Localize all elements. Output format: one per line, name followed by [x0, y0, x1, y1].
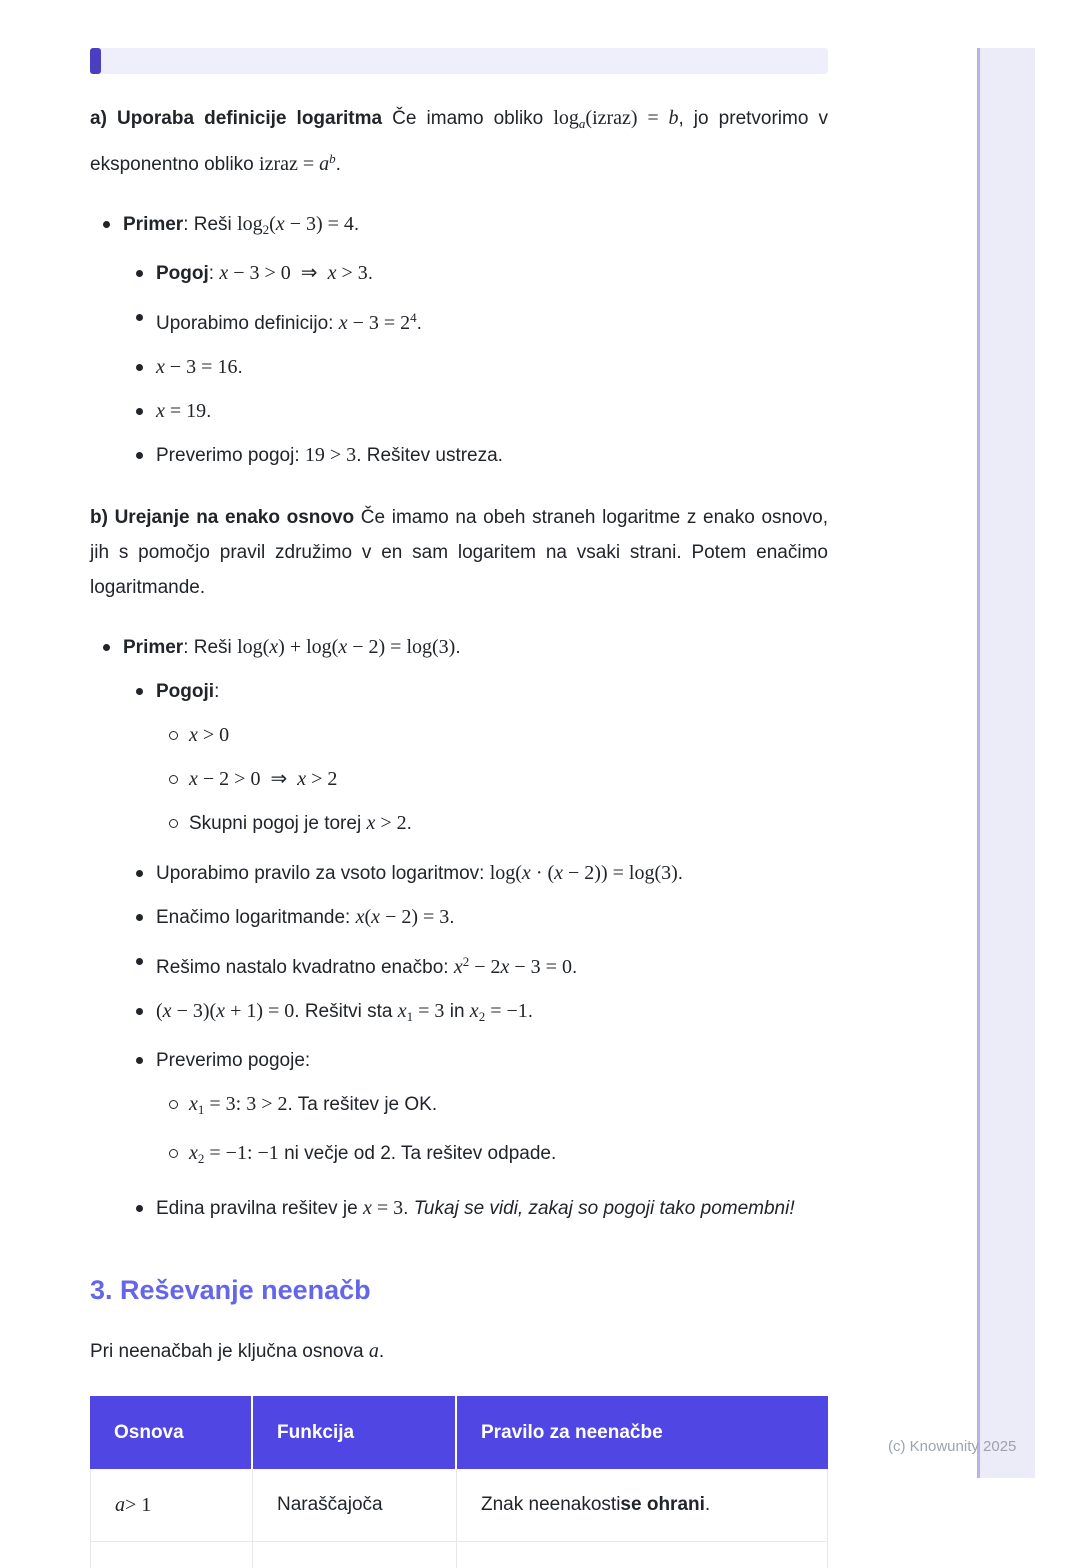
table-header-cell-funkcija: Funkcija [253, 1396, 457, 1469]
table-cell-funkcija: Naraščajoča [253, 1469, 457, 1542]
watermark: (c) Knowunity 2025 [888, 1438, 1017, 1455]
list-item: Skupni pogoj je torej x > 2. [156, 808, 828, 839]
list-item: x > 0 [156, 720, 828, 751]
list-level-2 [123, 676, 828, 1224]
table-row [90, 1469, 828, 1542]
section-divider-bar [90, 48, 828, 74]
list-item-primer-a: Primer: Reši $\log_2(x - 3) = 4$. Pogoj: x − 3 > 0 ⇒ x > 3. Uporabimo definicijo: $x - 3 = 2^4$. x − 3 = 16. x = 19. Preverimo pogoj: 19 > 3. Rešitev ustreza. [90, 209, 828, 471]
list-item: Uporabimo definicijo: $x - 3 = 2^4$. [123, 302, 828, 339]
list-item-primer-b: Primer: Reši log(x) + log(x − 2) = log(3). Pogoji: x > 0 x − 2 > 0 ⇒ x > 2 Skupni pogoj je torej x > 2. Uporabimo pravilo za vsoto logaritmov: log(x · (x − 2)) = log(3). Enačimo logaritmande: x(x − 2) = 3. Rešimo nastalo kvadratno enačbo: $x^2 - 2x - 3 = 0$. (x − 3)(x + 1) = 0. Rešitvi sta $x_1 = 3$ in $x_2 = -1$. Preverimo pogoje: $x_1 = 3$: 3 > 2. Ta rešitev je OK. $x_2 = -1$: −1 ni večje od 2. Ta rešitev odpade. Edina pravilna rešitev je x = 3. Tukaj se vidi, zakaj so pogoji tako pomembni! [90, 632, 828, 1224]
right-edge-stripe [977, 48, 1035, 1478]
table-header-cell-osnova: Osnova [90, 1396, 253, 1469]
list-item-pogoji: Pogoji: x > 0 x − 2 > 0 ⇒ x > 2 Skupni pogoj je torej x > 2. [123, 676, 828, 839]
list-item-conclusion: Edina pravilna rešitev je x = 3. Tukaj se vidi, zakaj so pogoji tako pomembni! [123, 1193, 828, 1224]
document-content [90, 48, 828, 1568]
example-list-a [90, 209, 828, 471]
table-cell [253, 1542, 457, 1568]
list-item: Uporabimo pravilo za vsoto logaritmov: log(x · (x − 2)) = log(3). [123, 858, 828, 889]
paragraph-definition-b: b) Urejanje na enako osnovo Če imamo na obeh straneh logaritme z enako osnovo, jih s pomočjo pravil združimo v en sam logaritem na vsaki strani. Potem enačimo logaritmande. [90, 507, 829, 598]
table-header-row [90, 1396, 828, 1469]
section-marker [90, 48, 101, 74]
list-item: x = 19. [123, 396, 828, 427]
list-level-2 [123, 258, 828, 471]
table-row-partial [90, 1542, 828, 1568]
table-cell-pravilo: Znak neenakosti se ohrani . [457, 1469, 828, 1542]
list-item: Enačimo logaritmande: x(x − 2) = 3. [123, 902, 828, 933]
table-cell [457, 1542, 828, 1568]
list-item: $x_2 = -1$: −1 ni večje od 2. Ta rešitev odpade. [156, 1138, 828, 1174]
list-item: x − 2 > 0 ⇒ x > 2 [156, 764, 828, 795]
list-item: Pogoj: x − 3 > 0 ⇒ x > 3. [123, 258, 828, 289]
section-heading: 3. Reševanje neenačb [90, 1275, 371, 1305]
rules-table [90, 1396, 828, 1568]
table-cell [90, 1542, 253, 1568]
list-item: $x_1 = 3$: 3 > 2. Ta rešitev je OK. [156, 1089, 828, 1125]
list-item: Preverimo pogoj: 19 > 3. Rešitev ustreza. [123, 440, 828, 471]
list-item: Rešimo nastalo kvadratno enačbo: $x^2 - 2x - 3 = 0$. [123, 946, 828, 983]
list-item-preverimo: Preverimo pogoje: $x_1 = 3$: 3 > 2. Ta rešitev je OK. $x_2 = -1$: −1 ni večje od 2. Ta rešitev odpade. [123, 1045, 828, 1174]
list-item: (x − 3)(x + 1) = 0. Rešitvi sta $x_1 = 3$ in $x_2 = -1$. [123, 996, 828, 1032]
table-cell-osnova: a > 1 [90, 1469, 253, 1542]
example-list-b [90, 632, 828, 1224]
list-level-3 [156, 1089, 828, 1174]
list-item: x − 3 = 16. [123, 352, 828, 383]
paragraph-inequalities: Pri neenačbah je ključna osnova a. [90, 1340, 385, 1362]
table-header-cell-pravilo: Pravilo za neenačbe [457, 1396, 828, 1469]
list-level-1 [90, 632, 828, 1224]
list-level-1 [90, 209, 828, 471]
list-level-3 [156, 720, 828, 839]
paragraph-definition-a: a) Uporaba definicije logaritma Če imamo obliko $\log_a(izraz) = b$, jo pretvorimo v eksponentno obliko izraz = $a^b$. [90, 107, 829, 175]
